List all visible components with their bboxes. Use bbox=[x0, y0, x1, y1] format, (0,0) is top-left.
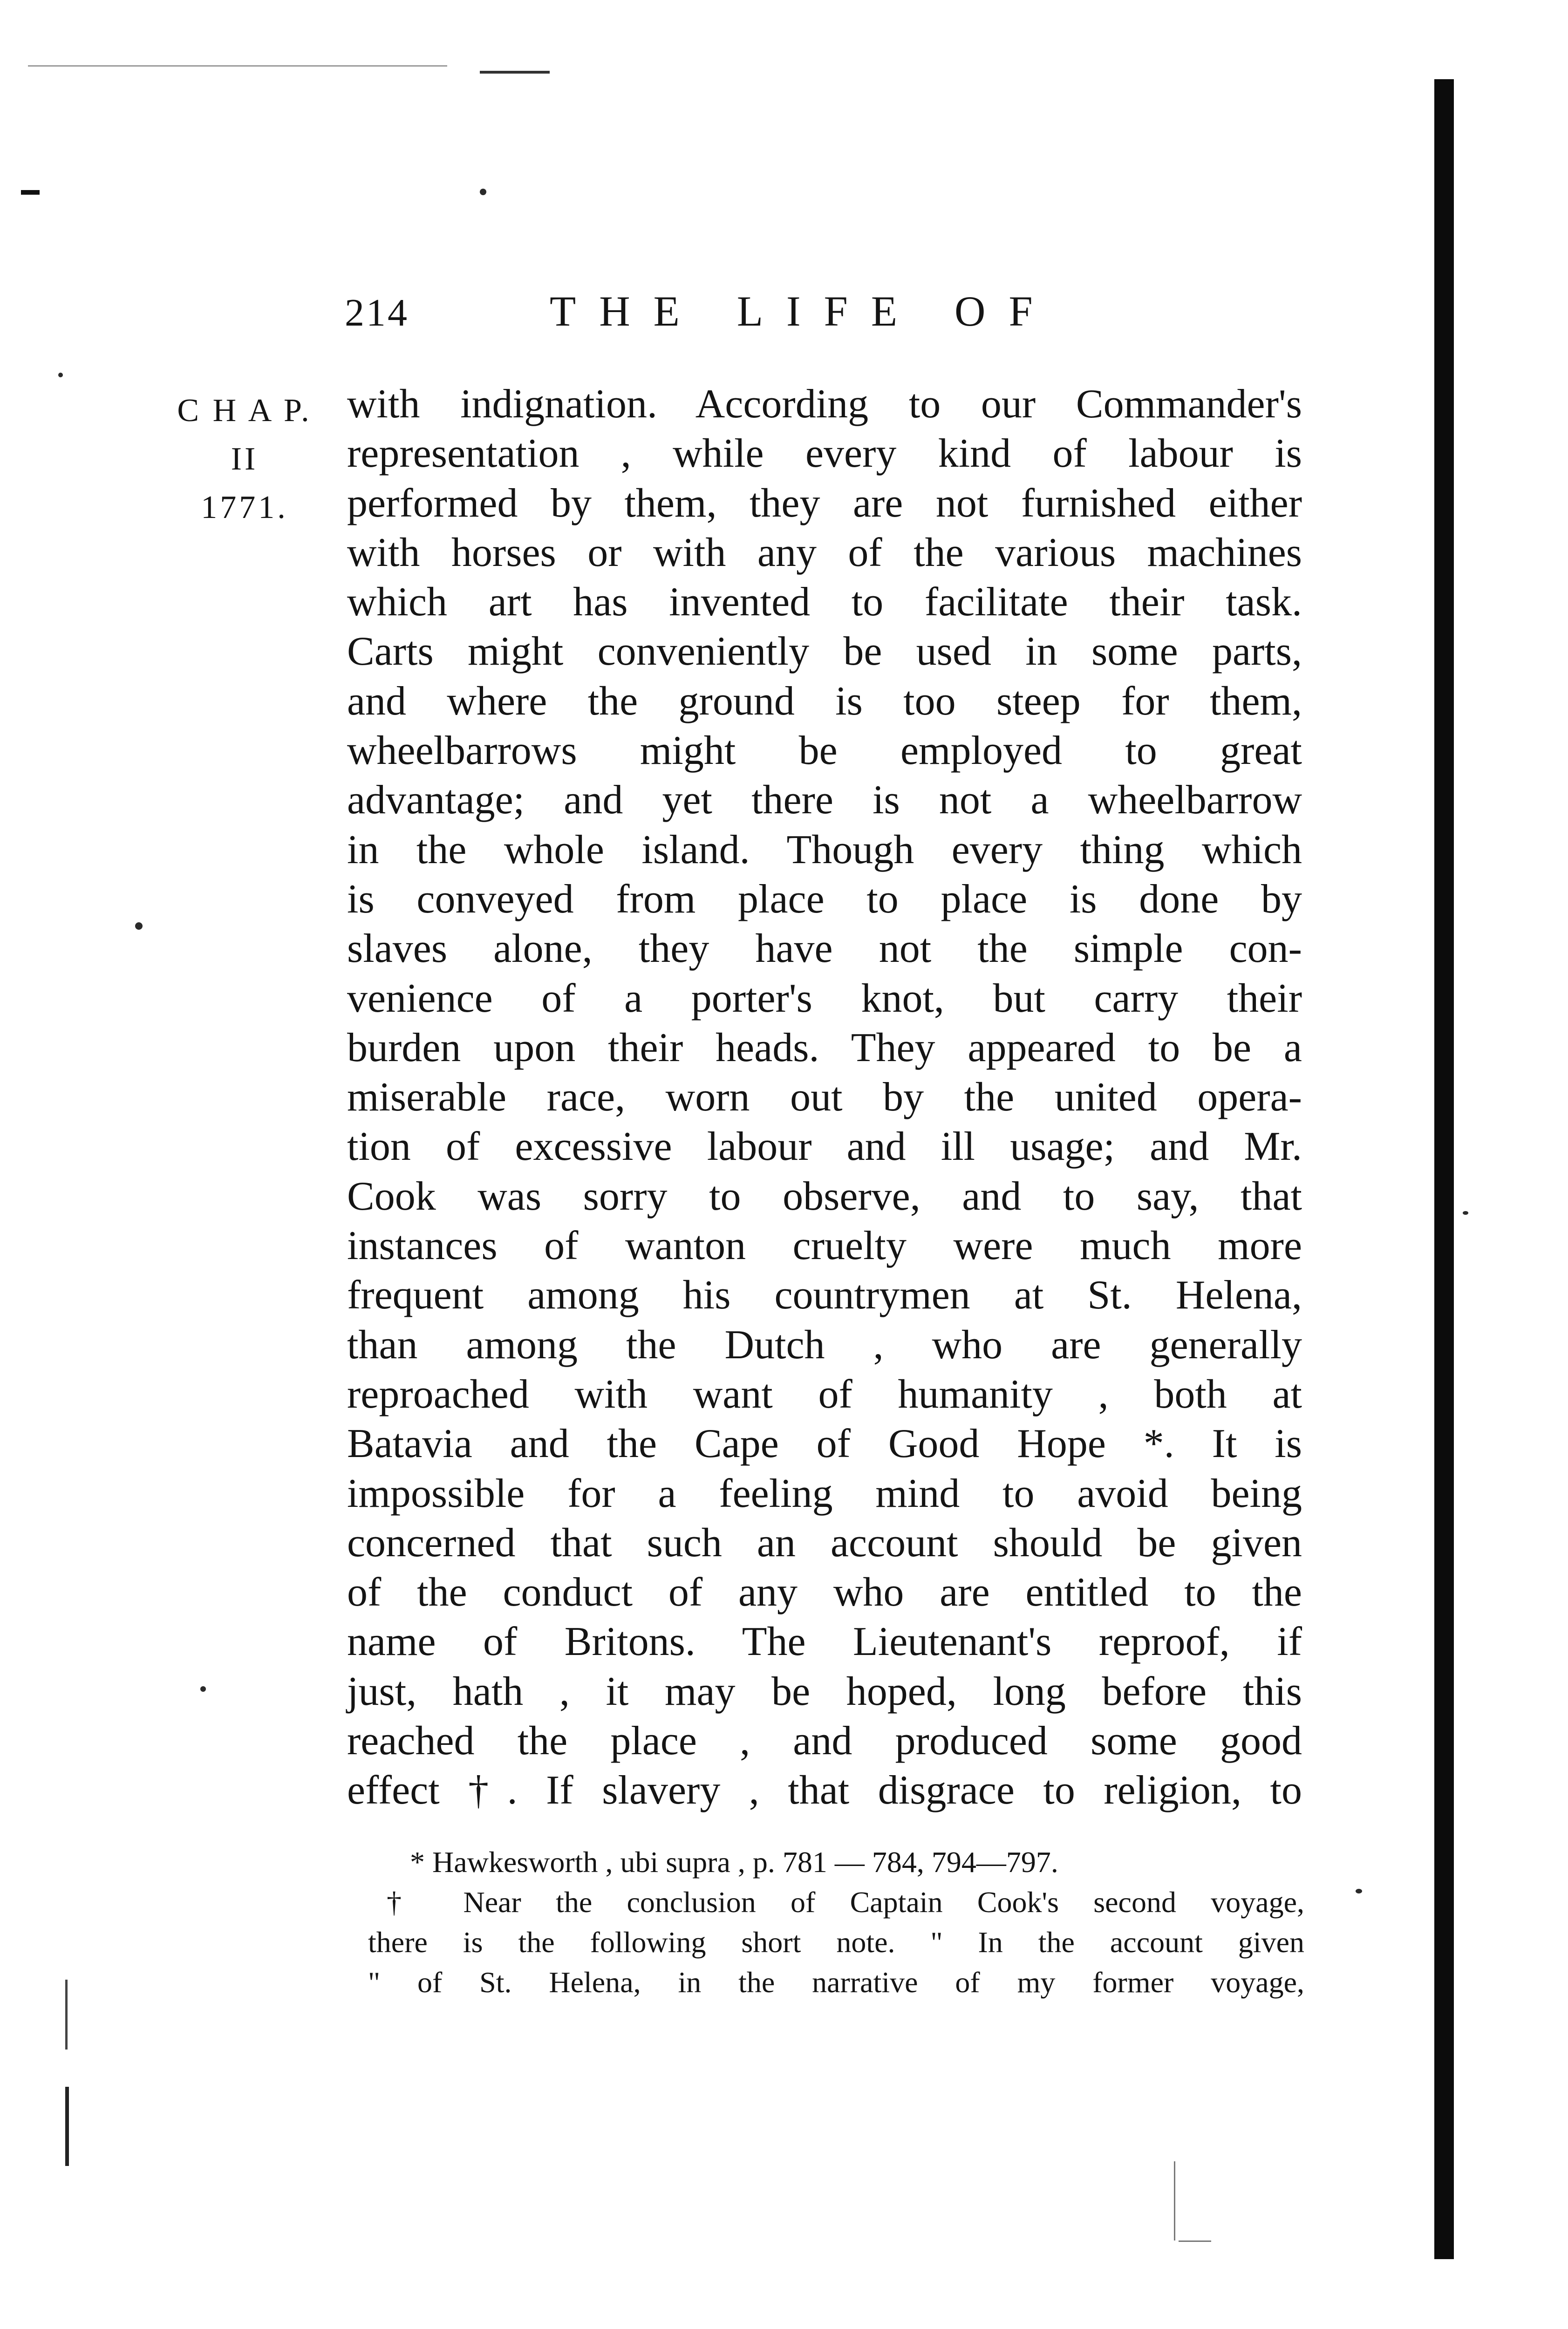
footnote-line: " of St. Helena, in the narrative of my former voyage, bbox=[368, 1966, 1304, 1999]
scan-artifact bbox=[21, 190, 40, 195]
scan-artifact bbox=[28, 65, 447, 67]
body-line: slaves alone, they have not the simple con- bbox=[347, 926, 1302, 972]
scan-artifact bbox=[480, 71, 550, 74]
body-line: frequent among his countrymen at St. Helena, bbox=[347, 1273, 1302, 1318]
footnote-line: * Hawkesworth , ubi supra , p. 781 — 784, 794—797. bbox=[410, 1845, 1058, 1879]
body-line: of the conduct of any who are entitled to the bbox=[347, 1570, 1302, 1615]
footnote-line: there is the following short note. " In the account given bbox=[368, 1926, 1304, 1959]
body-line: impossible for a feeling mind to avoid being bbox=[347, 1471, 1302, 1516]
scan-artifact bbox=[65, 1980, 68, 2050]
scan-artifact bbox=[65, 2087, 69, 2166]
page-header bbox=[345, 286, 1118, 338]
body-line: name of Britons. The Lieutenant's reproof, if bbox=[347, 1619, 1302, 1665]
running-head: THE LIFE OF bbox=[550, 287, 1056, 335]
scan-edge-bar bbox=[1434, 79, 1454, 2259]
scan-artifact bbox=[1463, 1211, 1468, 1215]
body-line: reproached with want of humanity , both at bbox=[347, 1371, 1302, 1417]
scan-artifact bbox=[1356, 1889, 1362, 1893]
page-number: 214 bbox=[345, 291, 409, 334]
body-line: burden upon their heads. They appeared to be a bbox=[347, 1025, 1302, 1070]
body-line: performed by them, they are not furnished either bbox=[347, 480, 1302, 526]
body-line: Carts might conveniently be used in some parts, bbox=[347, 629, 1302, 674]
chapter-label: C H A P. bbox=[177, 393, 312, 429]
body-text bbox=[347, 380, 1302, 1816]
body-line: miserable race, worn out by the united opera- bbox=[347, 1075, 1302, 1120]
scan-artifact bbox=[135, 922, 143, 930]
chapter-number: II bbox=[231, 441, 259, 477]
body-line: Cook was sorry to observe, and to say, that bbox=[347, 1173, 1302, 1219]
body-line: and where the ground is too steep for them, bbox=[347, 678, 1302, 724]
body-line: in the whole island. Though every thing which bbox=[347, 827, 1302, 872]
body-line: with indignation. According to our Commander's bbox=[347, 381, 1302, 427]
body-line: Batavia and the Cape of Good Hope *. It is bbox=[347, 1421, 1302, 1467]
scan-artifact bbox=[480, 189, 486, 195]
body-line: advantage; and yet there is not a wheelbarrow bbox=[347, 777, 1302, 823]
margin-note bbox=[168, 387, 321, 532]
scan-artifact bbox=[58, 373, 63, 377]
footnotes bbox=[368, 1842, 1304, 2002]
scan-artifact bbox=[1174, 2161, 1175, 2240]
body-line: reached the place , and produced some good bbox=[347, 1718, 1302, 1764]
body-line: tion of excessive labour and ill usage; and Mr. bbox=[347, 1124, 1302, 1170]
body-line: concerned that such an account should be given bbox=[347, 1520, 1302, 1566]
footnote-line: † Near the conclusion of Captain Cook's second voyage, bbox=[387, 1886, 1304, 1919]
body-line: with horses or with any of the various machines bbox=[347, 530, 1302, 575]
body-line: just, hath , it may be hoped, long before this bbox=[347, 1668, 1302, 1714]
body-line: which art has invented to facilitate their task. bbox=[347, 579, 1302, 625]
body-line: is conveyed from place to place is done by bbox=[347, 876, 1302, 922]
scan-artifact bbox=[200, 1686, 206, 1692]
margin-year: 1771. bbox=[201, 490, 288, 525]
body-line: effect †. If slavery , that disgrace to religion, to bbox=[347, 1768, 1302, 1813]
body-line: instances of wanton cruelty were much more bbox=[347, 1223, 1302, 1269]
body-line: than among the Dutch , who are generally bbox=[347, 1322, 1302, 1368]
body-line: wheelbarrows might be employed to great bbox=[347, 728, 1302, 774]
body-line: representation , while every kind of labour is bbox=[347, 431, 1302, 477]
body-line: venience of a porter's knot, but carry their bbox=[347, 975, 1302, 1021]
scan-artifact bbox=[1179, 2240, 1211, 2242]
